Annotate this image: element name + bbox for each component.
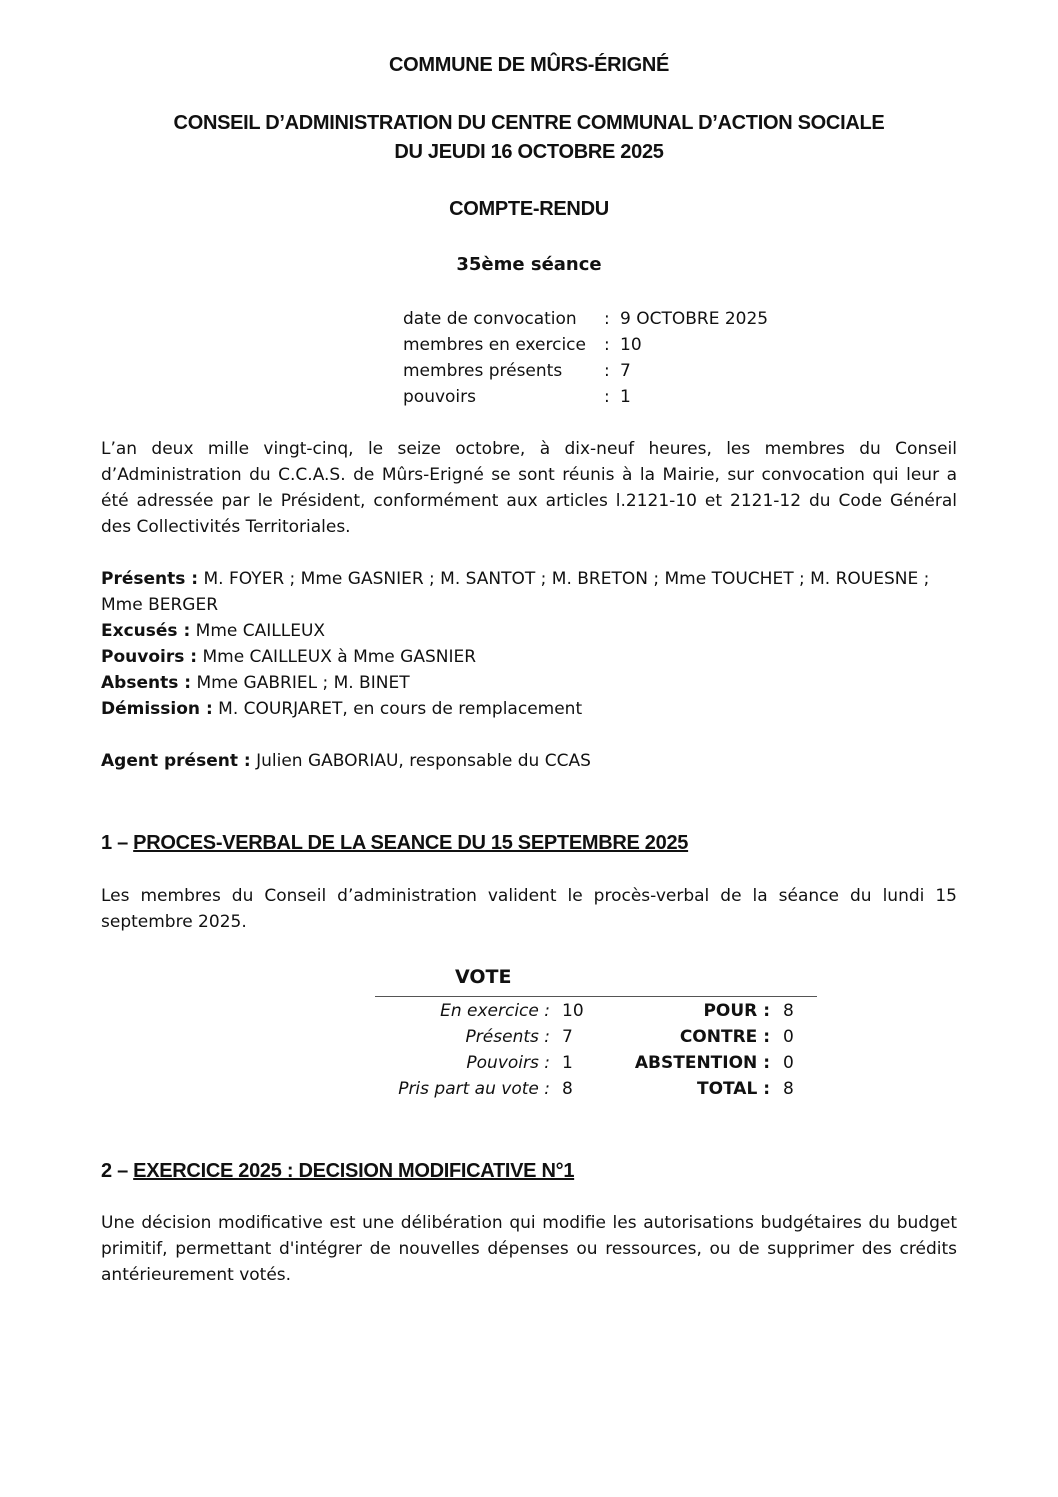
meta-value: 7 xyxy=(620,361,631,381)
meta-value: 9 OCTOBRE 2025 xyxy=(620,309,769,329)
vote-left-value: 8 xyxy=(562,1079,573,1099)
presents-value: M. FOYER ; Mme GASNIER ; M. SANTOT ; M. BRETON ; Mme TOUCHET ; M. ROUESNE ; xyxy=(198,569,930,589)
presents-line-continued xyxy=(101,592,957,618)
meta-label: membres présents xyxy=(403,361,563,381)
section-1-title: PROCES-VERBAL DE LA SEANCE DU 15 SEPTEMBRE 2025 xyxy=(133,832,689,854)
absents-line xyxy=(101,670,957,696)
meta-value: 10 xyxy=(620,335,642,355)
meta-row-convocation xyxy=(403,306,768,332)
document-type: COMPTE-RENDU xyxy=(449,198,609,220)
vote-left-value: 1 xyxy=(562,1053,573,1073)
vote-left-label: Présents : xyxy=(465,1027,550,1047)
demission-label: Démission : xyxy=(101,699,213,719)
council-title-line1: CONSEIL D’ADMINISTRATION DU CENTRE COMMUNAL D’ACTION SOCIALE xyxy=(173,112,885,134)
vote-left-value: 10 xyxy=(562,1001,584,1021)
agent-line xyxy=(101,748,957,774)
excuses-line xyxy=(101,618,957,644)
convocation-details xyxy=(403,306,768,410)
absents-label: Absents : xyxy=(101,673,192,693)
vote-row xyxy=(375,1050,817,1076)
section-2-heading xyxy=(101,1160,574,1183)
pouvoirs-label: Pouvoirs : xyxy=(101,647,198,667)
meta-row-members-presents xyxy=(403,358,768,384)
vote-left-label: Pouvoirs : xyxy=(466,1053,550,1073)
meta-label: date de convocation xyxy=(403,309,577,329)
vote-right-value: 8 xyxy=(783,1001,794,1021)
vote-right-label: POUR : xyxy=(703,1001,770,1021)
pouvoirs-line xyxy=(101,644,957,670)
meta-row-members-exercice xyxy=(403,332,768,358)
vote-table xyxy=(375,998,817,1102)
council-title-line2: DU JEUDI 16 OCTOBRE 2025 xyxy=(394,141,664,163)
meta-separator: : xyxy=(604,387,610,407)
excuses-value: Mme CAILLEUX xyxy=(190,621,326,641)
meta-label: pouvoirs xyxy=(403,387,476,407)
agent-value: Julien GABORIAU, responsable du CCAS xyxy=(250,751,591,771)
presents-label: Présents : xyxy=(101,569,199,589)
meta-separator: : xyxy=(604,361,610,381)
presents-value-cont: Mme BERGER xyxy=(101,595,219,615)
attendance-block xyxy=(101,566,957,722)
vote-title: VOTE xyxy=(455,966,512,988)
vote-right-label: TOTAL : xyxy=(696,1079,770,1099)
agent-label: Agent présent : xyxy=(101,751,251,771)
vote-right-value: 0 xyxy=(783,1027,794,1047)
session-number: 35ème séance xyxy=(456,254,602,275)
vote-right-label: CONTRE : xyxy=(679,1027,770,1047)
vote-divider xyxy=(375,996,817,997)
section-2-number: 2 – xyxy=(101,1160,134,1182)
section-1-number: 1 – xyxy=(101,832,134,854)
section-1-heading xyxy=(101,832,688,855)
demission-line xyxy=(101,696,957,722)
vote-row xyxy=(375,998,817,1024)
vote-left-label: Pris part au vote : xyxy=(398,1079,550,1099)
section-1-paragraph: Les membres du Conseil d’administration valident le procès-verbal de la séance du lundi 15 septembre 2025. xyxy=(101,886,957,932)
presents-line xyxy=(101,566,957,592)
vote-row xyxy=(375,1024,817,1050)
vote-left-label: En exercice : xyxy=(440,1001,550,1021)
vote-left-value: 7 xyxy=(562,1027,573,1047)
vote-row xyxy=(375,1076,817,1102)
meta-row-pouvoirs xyxy=(403,384,768,410)
absents-value: Mme GABRIEL ; M. BINET xyxy=(191,673,410,693)
meta-separator: : xyxy=(604,335,610,355)
demission-value: M. COURJARET, en cours de remplacement xyxy=(212,699,583,719)
section-2-title: EXERCICE 2025 : DECISION MODIFICATIVE N°1 xyxy=(133,1160,575,1182)
meta-label: membres en exercice xyxy=(403,335,586,355)
pouvoirs-value: Mme CAILLEUX à Mme GASNIER xyxy=(197,647,477,667)
commune-title: COMMUNE DE MÛRS-ÉRIGNÉ xyxy=(388,54,670,76)
vote-right-label: ABSTENTION : xyxy=(634,1053,770,1073)
vote-right-value: 8 xyxy=(783,1079,794,1099)
meta-separator: : xyxy=(604,309,610,329)
agent-block xyxy=(101,748,957,774)
meta-value: 1 xyxy=(620,387,631,407)
intro-paragraph: L’an deux mille vingt-cinq, le seize octobre, à dix-neuf heures, les membres du Conseil d’Administration du C.C.A.S. de Mûrs-Erigné se sont réunis à la Mairie, sur convocation qui leur a été adressée par le Président, conformément aux articles l.2121-10 et 2121-12 du Code Général des Collectivités Territoriales. xyxy=(101,439,957,537)
vote-right-value: 0 xyxy=(783,1053,794,1073)
excuses-label: Excusés : xyxy=(101,621,191,641)
section-2-paragraph: Une décision modificative est une délibération qui modifie les autorisations budgétaires du budget primitif, permettant d'intégrer de nouvelles dépenses ou ressources, ou de supprimer des crédits antérieurement votés. xyxy=(101,1213,957,1285)
